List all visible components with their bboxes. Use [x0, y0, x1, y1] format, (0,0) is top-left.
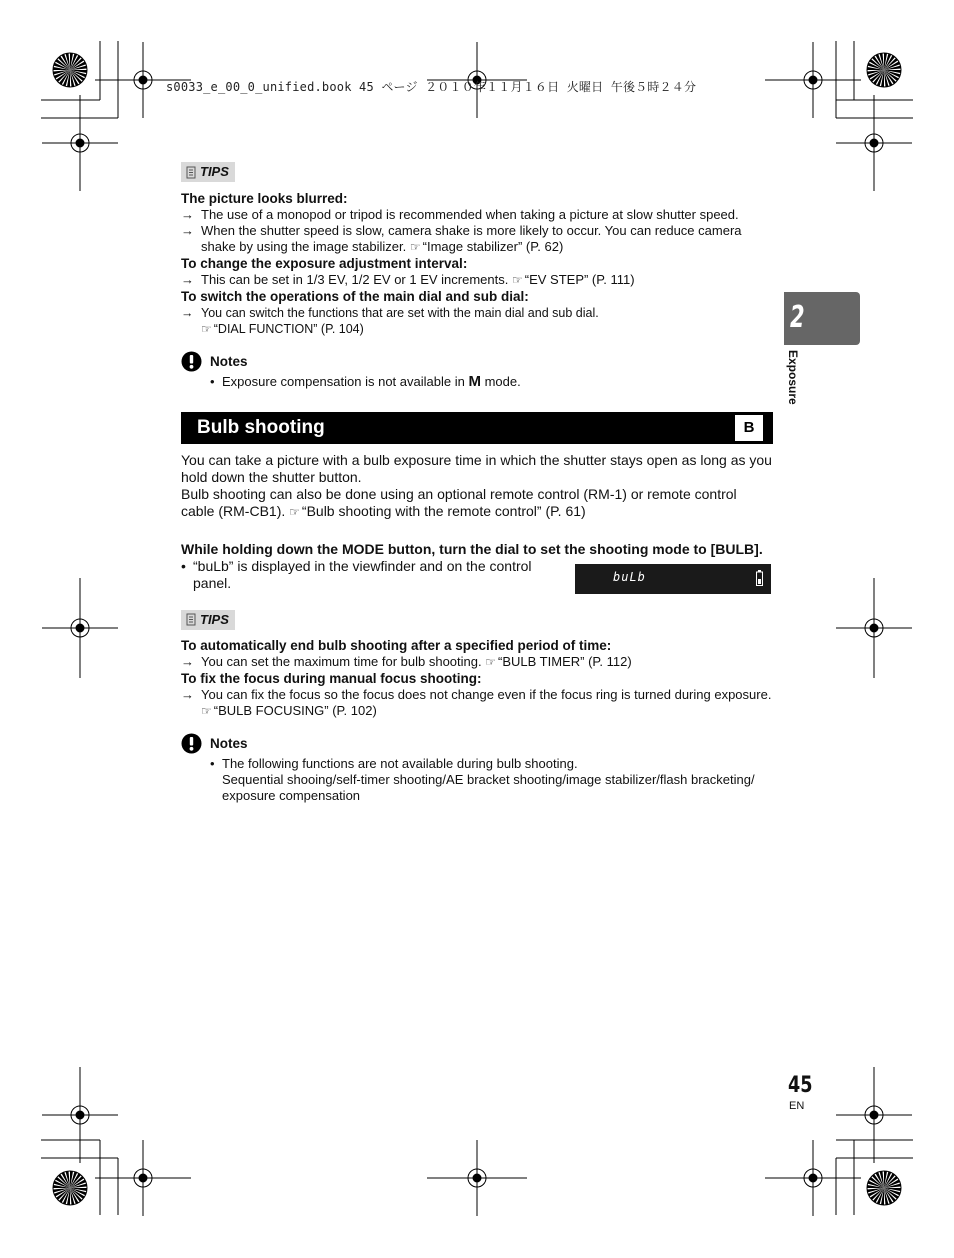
arrow-icon: →: [181, 206, 194, 222]
tip-heading: The picture looks blurred:: [181, 190, 348, 206]
tip-heading: To change the exposure adjustment interval:: [181, 255, 468, 271]
arrow-icon: →: [181, 654, 194, 669]
tips-badge: [181, 162, 235, 182]
reference-icon: ☞: [485, 655, 497, 669]
reference-icon: ☞: [201, 704, 212, 718]
page-reference-link[interactable]: “BULB TIMER” (P. 112): [498, 654, 632, 669]
section-intro: [181, 452, 773, 521]
intro-text: Bulb shooting can also be done using an optional remote control (RM-1) or remote control cable (RM-CB1).: [181, 485, 737, 519]
chapter-number: 2: [790, 300, 805, 335]
tip-line-text: You can set the maximum time for bulb shooting.: [201, 654, 482, 669]
reference-icon: ☞: [511, 272, 523, 287]
step-bullet-text: “buLb” is displayed in the viewfinder and on the control panel.: [193, 557, 532, 591]
tips-badge-label: TIPS: [200, 164, 229, 179]
note-item-continued: Sequential shooing/self-timer shooting/AE bracket shooting/image stabilizer/flash bracketing/ exposure compensation: [222, 772, 755, 803]
bullet-dot: •: [210, 373, 215, 389]
page-reference-link[interactable]: “Image stabilizer” (P. 62): [422, 238, 564, 254]
tip-line: [181, 654, 773, 670]
section-title: Bulb shooting: [197, 416, 325, 438]
notes-block-1: [181, 351, 773, 390]
note-text: Exposure compensation is not available in: [222, 373, 465, 389]
tip-line: [181, 207, 773, 223]
language-code: EN: [789, 1100, 805, 1112]
note-text: The following functions are not available during bulb shooting.: [222, 756, 578, 771]
reference-icon: ☞: [409, 239, 421, 254]
tip-line: [181, 272, 773, 288]
mode-b-badge: B: [735, 415, 763, 441]
arrow-icon: →: [181, 305, 194, 320]
chapter-label-text: Exposure: [786, 350, 800, 405]
page-reference-link[interactable]: “Bulb shooting with the remote control” (P. 61): [301, 502, 586, 519]
chapter-tab: [784, 292, 860, 345]
tip-line: [181, 687, 773, 719]
bullet-dot: •: [210, 756, 215, 771]
note-item: [181, 374, 773, 390]
reference-icon: ☞: [289, 504, 300, 519]
notes-heading-text: Notes: [210, 353, 248, 369]
tip-line-text: This can be set in 1/3 EV, 1/2 EV or 1 EV increments.: [201, 271, 509, 287]
tip-heading: To automatically end bulb shooting after a specified period of time:: [181, 638, 612, 653]
tip-line: [181, 305, 773, 337]
step-detail: [181, 558, 773, 594]
tip-line-text: When the shutter speed is slow, camera shake is more likely to occur. You can reduce camera shake by using the image stabilizer.: [201, 222, 742, 254]
note-item: [181, 756, 773, 772]
control-panel-display: [575, 564, 771, 594]
tip-line-text: The use of a monopod or tripod is recommended when taking a picture at slow shutter speed.: [201, 206, 739, 222]
step-heading: While holding down the MODE button, turn the dial to set the shooting mode to [BULB].: [181, 540, 763, 557]
tips-badge-label: TIPS: [200, 611, 229, 627]
memo-icon: [186, 613, 197, 626]
tips-block-2: [181, 637, 773, 719]
arrow-icon: →: [181, 687, 194, 702]
section-title-bar: [181, 412, 773, 444]
notes-heading: [181, 351, 773, 372]
page-reference-link[interactable]: “BULB FOCUSING” (P. 102): [213, 703, 377, 718]
intro-paragraph: You can take a picture with a bulb exposure time in which the shutter stays open as long as you hold down the shutter button.: [181, 451, 772, 485]
tip-line-text: You can switch the functions that are set with the main dial and sub dial.: [201, 305, 599, 320]
notes-heading: [181, 733, 773, 754]
chapter-label: [784, 350, 804, 420]
tips-badge: [181, 610, 235, 630]
page-reference-link[interactable]: “DIAL FUNCTION” (P. 104): [213, 321, 364, 336]
note-text: mode.: [484, 373, 521, 389]
exclamation-icon: [181, 733, 202, 754]
page-content: [181, 162, 773, 804]
memo-icon: [186, 166, 197, 179]
notes-block-2: [181, 733, 773, 804]
step-bullet: [181, 558, 553, 592]
page-number: 45: [788, 1073, 813, 1098]
intro-paragraph: [181, 486, 773, 521]
arrow-icon: →: [181, 222, 194, 238]
lcd-text: buLb: [613, 569, 646, 584]
battery-icon: [756, 570, 763, 586]
tips-block-1: [181, 190, 773, 337]
reference-icon: ☞: [201, 321, 212, 336]
exclamation-icon: [181, 351, 202, 372]
notes-heading-text: Notes: [210, 736, 248, 751]
tip-heading: To fix the focus during manual focus shooting:: [181, 671, 482, 686]
tip-line: [181, 223, 773, 255]
tip-line-text: You can fix the focus so the focus does not change even if the focus ring is turned during exposure.: [201, 687, 772, 702]
arrow-icon: →: [181, 271, 194, 287]
bullet-dot: •: [181, 557, 186, 574]
tip-heading: To switch the operations of the main dial and sub dial:: [181, 288, 529, 304]
print-header-line: s0033_e_00_0_unified.book 45 ページ ２０１０年１１月１６日 火曜日 午後５時２４分: [166, 80, 697, 94]
page-reference-link[interactable]: “EV STEP” (P. 111): [524, 271, 635, 287]
mode-m-icon: M: [468, 372, 481, 390]
